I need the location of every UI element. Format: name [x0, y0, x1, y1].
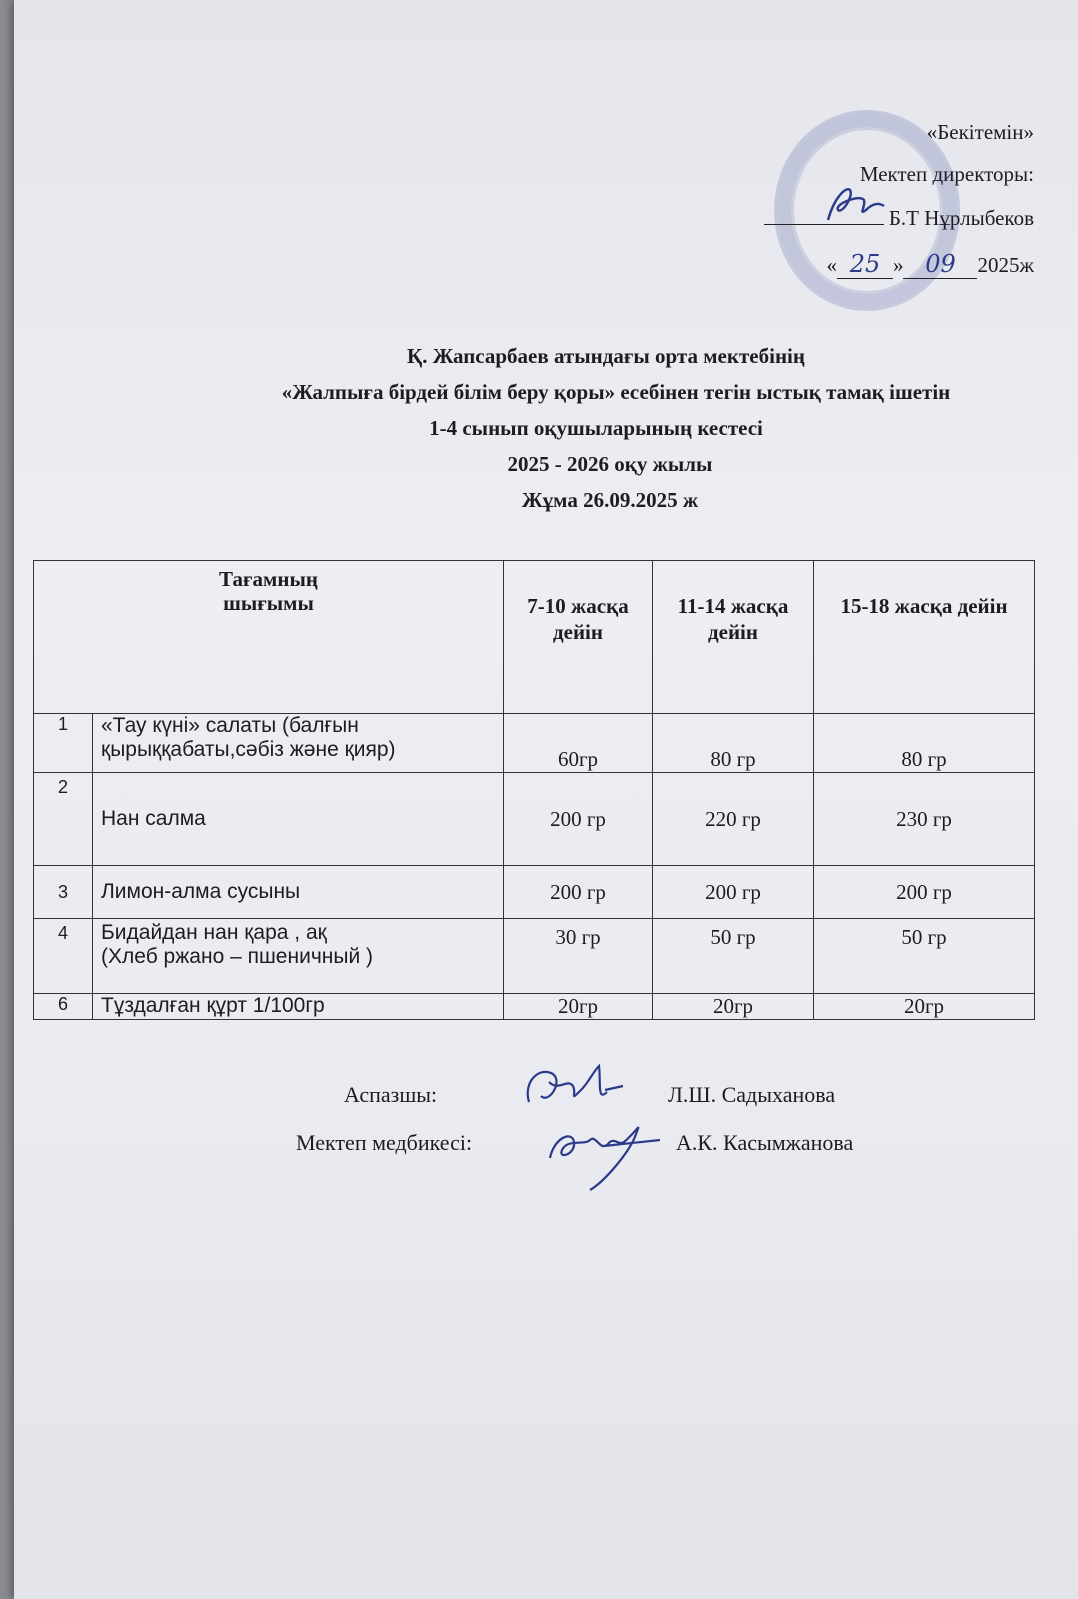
dish-name: Лимон-алма сусыны: [93, 866, 504, 919]
table-row: [34, 773, 1035, 866]
table-row: [34, 994, 1035, 1020]
table-row: [34, 866, 1035, 919]
value-7-10: 20гр: [504, 994, 653, 1020]
header-age-15-18: 15-18 жасқа дейін: [814, 561, 1035, 714]
table-row: [34, 919, 1035, 994]
value-15-18: 230 гр: [814, 773, 1035, 866]
value-7-10: 30 гр: [504, 919, 653, 994]
approval-position: Мектеп директоры:: [859, 162, 1034, 186]
value-11-14: 20гр: [653, 994, 814, 1020]
director-signature: [820, 180, 890, 228]
value-15-18: 80 гр: [814, 714, 1035, 773]
approval-director: [764, 206, 1034, 231]
title-fund: «Жалпыға бірдей білім беру қоры» есебінен тегін ыстық тамақ ішетін: [281, 380, 951, 404]
value-11-14: 50 гр: [653, 919, 814, 994]
title-school: Қ. Жапсарбаев атындағы орта мектебінің: [407, 344, 805, 368]
nurse-label: Мектеп медбикесі:: [296, 1130, 473, 1155]
row-number: 6: [34, 994, 93, 1020]
row-number: 4: [34, 919, 93, 994]
table-header-row: [34, 561, 1035, 714]
document-page: [14, 0, 1078, 1599]
title-year: 2025 - 2026 оқу жылы: [507, 452, 713, 476]
menu-table: [33, 560, 1035, 1020]
value-11-14: 200 гр: [653, 866, 814, 919]
row-number: 2: [34, 773, 93, 866]
value-7-10: 200 гр: [504, 773, 653, 866]
director-name: Б.Т Нұрлыбеков: [888, 206, 1034, 230]
approval-date: « 25 » 09 2025ж: [826, 250, 1034, 278]
date-month: 09: [903, 250, 977, 279]
date-day: 25: [837, 250, 893, 279]
dish-name: Нан салма: [93, 773, 504, 866]
director-signature-line: [764, 206, 884, 225]
approval-heading: «Бекітемін»: [926, 120, 1034, 144]
header-dish-yield: Тағамның шығымы: [34, 561, 504, 714]
row-number: 3: [34, 866, 93, 919]
value-7-10: 200 гр: [504, 866, 653, 919]
dish-name: «Тау күні» салаты (балғын қырыққабаты,сәбіз және қияр): [93, 714, 504, 773]
row-number: 1: [34, 714, 93, 773]
document-title: [14, 338, 1078, 518]
table-row: [34, 714, 1035, 773]
value-15-18: 50 гр: [814, 919, 1035, 994]
dish-name: Бидайдан нан қара , ақ (Хлеб ржано – пшеничный ): [93, 919, 504, 994]
value-11-14: 220 гр: [653, 773, 814, 866]
nurse-name: А.К. Касымжанова: [676, 1130, 854, 1155]
date-year: 2025ж: [977, 253, 1034, 277]
value-11-14: 80 гр: [653, 714, 814, 773]
title-grades: 1-4 сынып оқушыларының кестесі: [429, 416, 763, 440]
nurse-signature: [544, 1112, 664, 1192]
header-age-7-10: 7-10 жасқа дейін: [504, 561, 653, 714]
approval-block: [714, 120, 1054, 290]
cook-name: Л.Ш. Садыханова: [668, 1082, 836, 1107]
title-date: Жұма 26.09.2025 ж: [521, 488, 699, 512]
cook-label: Аспазшы:: [344, 1082, 438, 1107]
value-15-18: 20гр: [814, 994, 1035, 1020]
header-age-11-14: 11-14 жасқа дейін: [653, 561, 814, 714]
value-15-18: 200 гр: [814, 866, 1035, 919]
value-7-10: 60гр: [504, 714, 653, 773]
dish-name: Тұздалған құрт 1/100гр: [93, 994, 504, 1020]
